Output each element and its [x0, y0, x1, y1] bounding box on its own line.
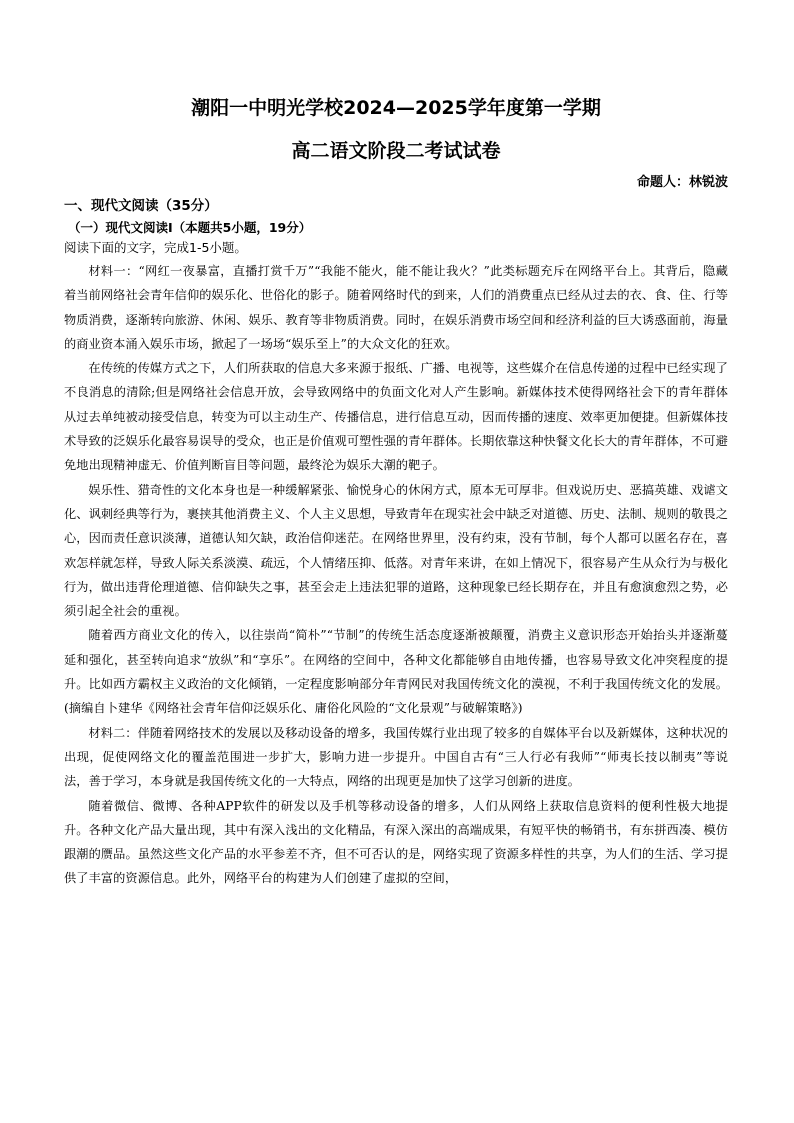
- paragraph: 材料二：伴随着网络技术的发展以及移动设备的增多，我国传媒行业出现了较多的自媒体平台以及新媒体，这种状况的出现，促使网络文化的覆盖范围进一步扩大，影响力进一步提升。中国自古有“三人行必有我师”“师夷长技以制夷”等说法，善于学习，本身就是我国传统文化的一大特点，网络的出现更是加快了这学习创新的进度。: [64, 725, 728, 789]
- paragraph: 在传统的传媒方式之下，人们所获取的信息大多来源于报纸、广播、电视等，这些媒介在信息传递的过程中已经实现了不良消息的清除;但是网络社会信息开放，会导致网络中的负面文化对人产生影响。新媒体技术使得网络社会下的青年群体从过去单纯被动接受信息，转变为可以主动生产、传播信息，进行信息互动，因而传播的速度、效率更加便捷。但新媒体技术导致的泛娱乐化最容易误导的受众，也正是价值观可塑性强的青年群体。长期依靠这种快餐文化长大的青年群体，不可避免地出现精神虚无、价值判断盲目等问题，最终沦为娱乐大潮的靶子。: [64, 361, 728, 473]
- paragraph: 娱乐性、猎奇性的文化本身也是一种缓解紧张、愉悦身心的休闲方式，原本无可厚非。但戏说历史、恶搞英雄、戏谑文化、讽刺经典等行为，裹挟其他消费主义、个人主义思想，导致青年在现实社会中缺乏对道德、历史、法制、规则的敬畏之心，因而责任意识淡薄，道德认知欠缺，政治信仰迷茫。在网络世界里，没有约束，没有节制，每个人都可以匿名存在，喜欢怎样就怎样，导致人际关系淡漠、疏远，个人情绪压抑、低落。对青年来讲，在如上情况下，很容易产生从众行为与极化行为，做出违背伦理道德、信仰缺失之事，甚至会走上违法犯罪的道路，这种现象已经长期存在，并且有愈演愈烈之势，必须引起全社会的重视。: [64, 482, 728, 619]
- exam-author: 命题人：林锐波: [636, 175, 728, 190]
- paragraph: 随着微信、微博、各种APP软件的研发以及手机等移动设备的增多，人们从网络上获取信息资料的便利性极大地提升。各种文化产品大量出现，其中有深入浅出的文化精品，有深入深出的高端成果，有短平快的畅销书，有东拼西凑、模仿跟潮的赝品。虽然这些文化产品的水平参差不齐，但不可否认的是，网络实现了资源多样性的共享，为人们的生活、学习提供了丰富的资源信息。此外，网络平台的构建为人们创建了虚拟的空间，: [64, 798, 728, 886]
- reading-instruction: 阅读下面的文字，完成1-5小题。: [64, 240, 247, 255]
- exam-title-line2: 高二语文阶段二考试试卷: [291, 140, 501, 162]
- paragraph: 随着西方商业文化的传入，以往崇尚“简朴”“节制”的传统生活态度逐渐被颠覆，消费主义意识形态开始抬头并逐渐蔓延和强化，甚至转向追求“放纵”和“享乐”。在网络的空间中，各种文化都能够自由地传播，也容易导致文化冲突程度的提升。比如西方霸权主义政治的文化倾销，一定程度影响部分年青网民对我国传统文化的漠视，不利于我国传统文化的发展。(摘编自卜建华《网络社会青年信仰泛娱乐化、庸俗化风险的“文化景观”与破解策略》): [64, 628, 728, 716]
- section-heading: 一、现代文阅读（35分）: [64, 198, 218, 214]
- paragraph: 材料一：“网红一夜暴富，直播打赏千万”“我能不能火，能不能让我火？”此类标题充斥在网络平台上。其背后，隐藏着当前网络社会青年信仰的娱乐化、世俗化的影子。随着网络时代的到来，人们的消费重点已经从过去的衣、食、住、行等物质消费，逐渐转向旅游、休闲、娱乐、教育等非物质消费。同时，在娱乐消费市场空间和经济利益的巨大诱惑面前，海量的商业资本涌入娱乐市场，掀起了一场场“娱乐至上”的大众文化的狂欢。: [64, 264, 728, 351]
- subsection-heading: （一）现代文阅读Ⅰ（本题共5小题，19分）: [68, 220, 312, 235]
- exam-title-line1: 潮阳一中明光学校2024—2025学年度第一学期: [191, 97, 601, 119]
